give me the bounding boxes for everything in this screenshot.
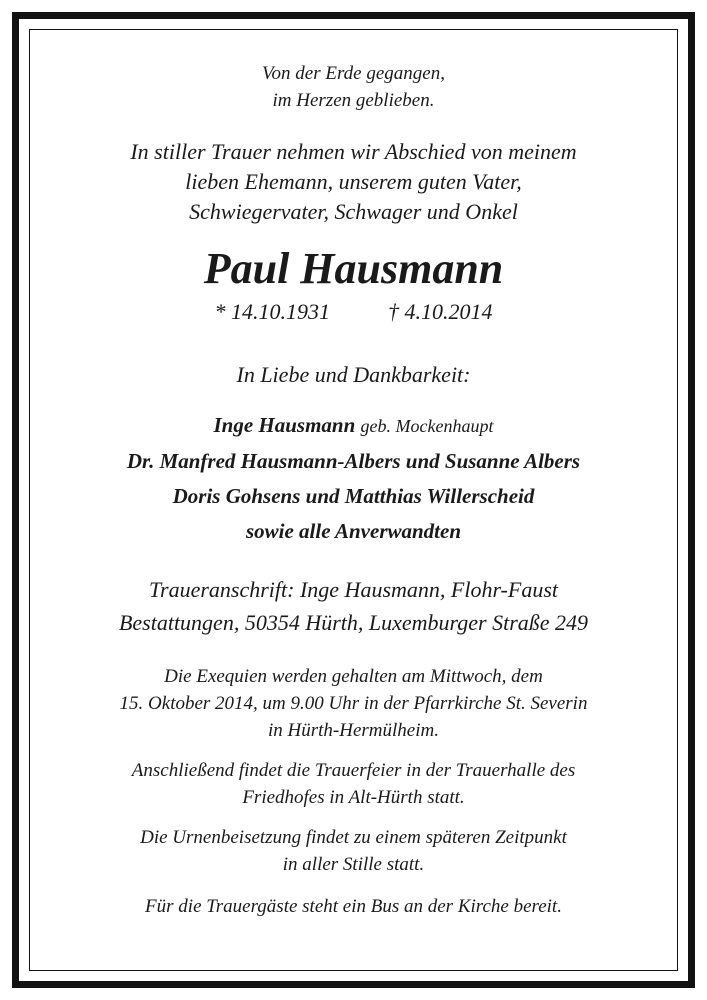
trauerfeier-line: Friedhofes in Alt-Hürth statt. [242,787,465,808]
motto-line: Von der Erde gegangen, [262,63,445,84]
exequien-line: in Hürth-Hermülheim. [268,720,439,741]
wife-name: Inge Hausmann [213,413,356,437]
urn-line: Die Urnenbeisetzung findet zu einem späteren Zeitpunkt [140,827,567,848]
family-line-wife [30,408,677,444]
exequien-line: Die Exequien werden gehalten am Mittwoch, dem [164,666,543,687]
obituary-inner-border [29,29,678,971]
intro-line: lieben Ehemann, unserem guten Vater, [185,169,522,194]
life-dates [30,298,677,326]
bus-info: Für die Trauergäste steht ein Bus an der Kirche bereit. [145,896,562,917]
thanks-heading: In Liebe und Dankbarkeit: [236,362,471,387]
urn-line: in aller Stille statt. [282,854,425,875]
family-line: Dr. Manfred Hausmann-Albers und Susanne Albers [126,449,581,473]
mourning-address [30,573,677,639]
family-line: sowie alle Anverwandten [245,519,462,543]
death-date: † 4.10.2014 [388,299,493,324]
obituary-content [30,30,677,920]
motto [30,60,677,114]
urn-burial-info [30,824,677,878]
family-line: Doris Gohsens und Matthias Willerscheid [172,484,535,508]
exequien-info [30,663,677,744]
exequien-line: 15. Oktober 2014, um 9.00 Uhr in der Pfarrkirche St. Severin [119,693,588,714]
address-line: Bestattungen, 50354 Hürth, Luxemburger Straße 249 [118,610,589,635]
intro-line: In stiller Trauer nehmen wir Abschied von meinem [130,139,577,164]
deceased-name: Paul Hausmann [203,244,504,293]
obituary-frame [12,12,695,988]
intro-line: Schwiegervater, Schwager und Onkel [189,199,518,224]
trauerfeier-info [30,757,677,811]
motto-line: im Herzen geblieben. [272,90,435,111]
family-list [30,408,677,549]
wife-maiden-name: geb. Mockenhaupt [360,416,494,436]
intro-text [30,137,677,227]
birth-date: * 14.10.1931 [214,299,330,324]
address-line: Traueranschrift: Inge Hausmann, Flohr-Faust [149,577,558,602]
trauerfeier-line: Anschließend findet die Trauerfeier in der Trauerhalle des [131,760,576,781]
